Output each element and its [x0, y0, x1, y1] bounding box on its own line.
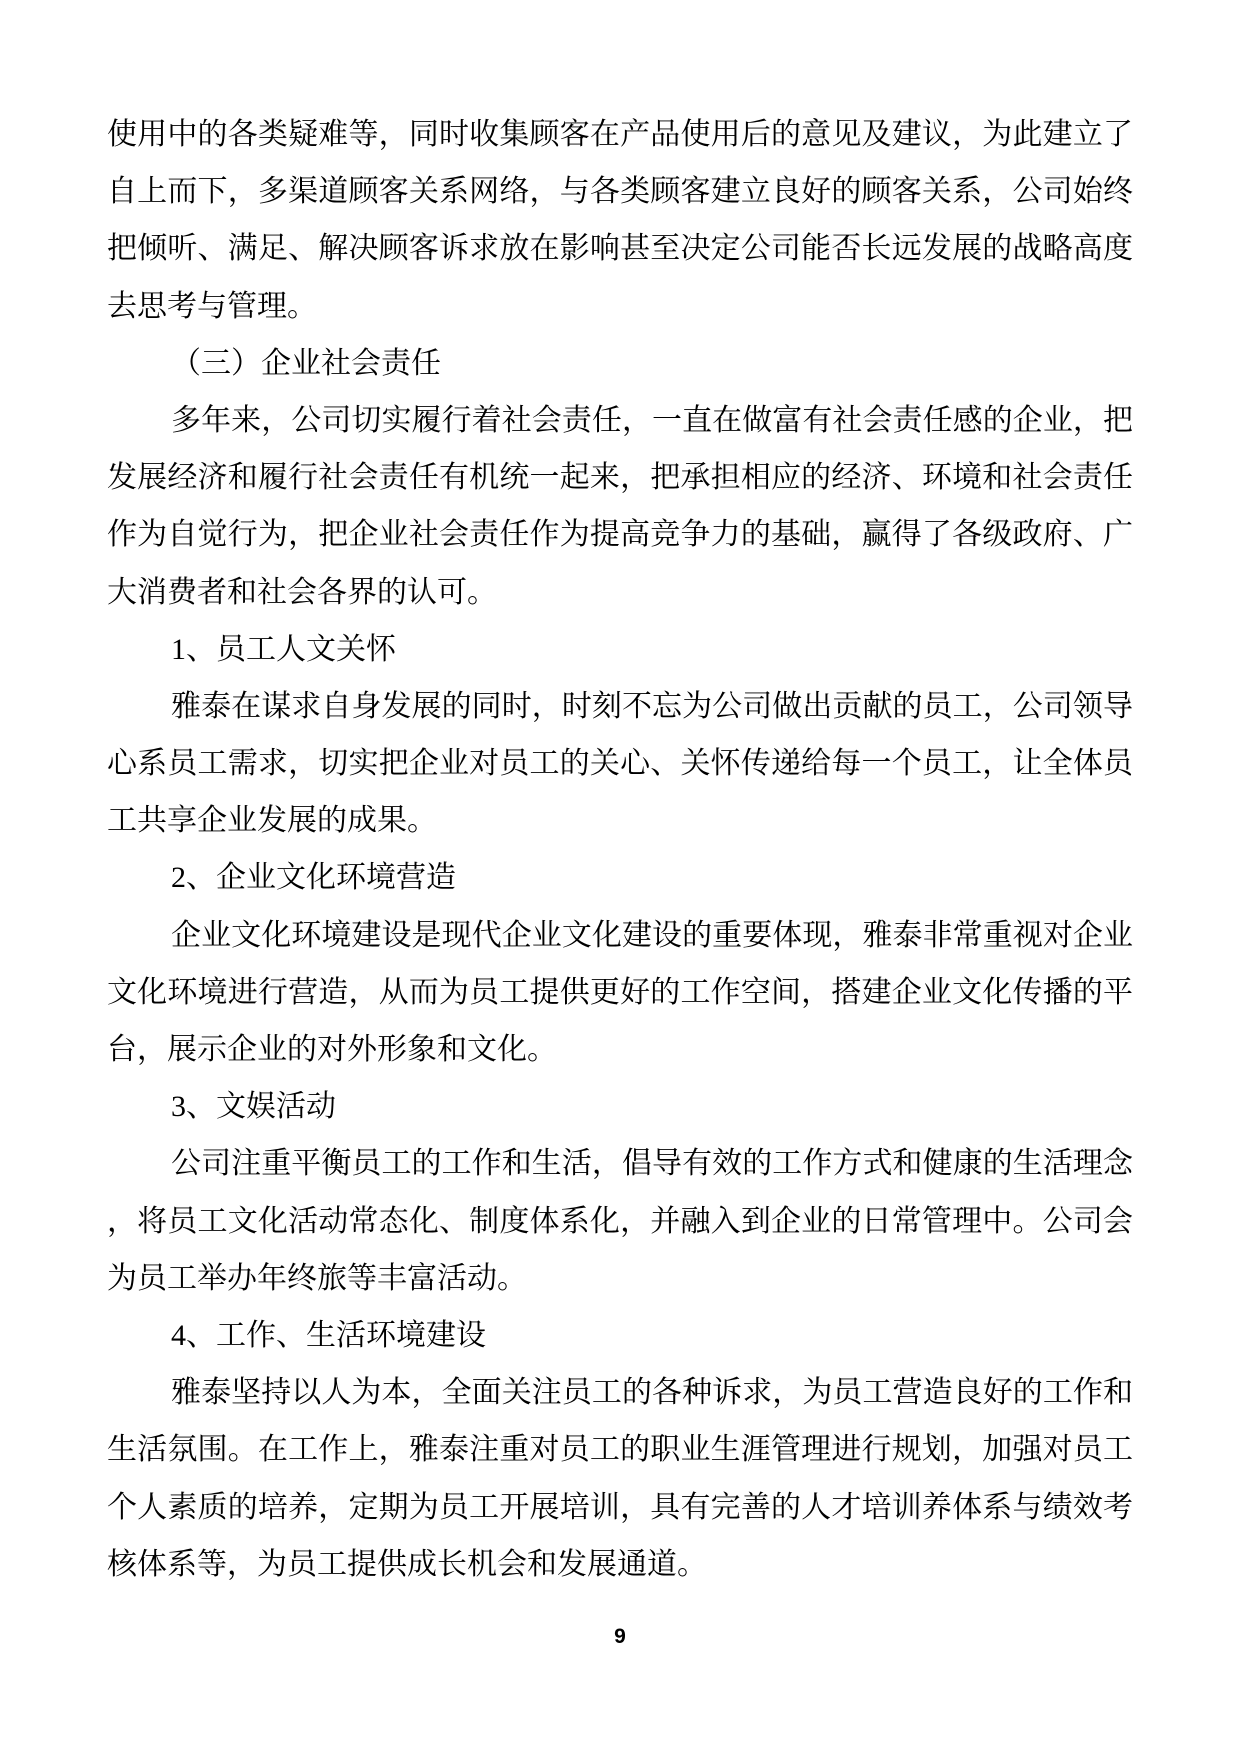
subsection-heading-line: 2、企业文化环境营造: [171, 861, 456, 895]
paragraph-line: 核体系等，为员工提供成长机会和发展通道。: [107, 1547, 707, 1581]
paragraph-line: ，将员工文化活动常态化、制度体系化，并融入到企业的日常管理中。公司会: [107, 1204, 1133, 1238]
paragraph-line: 多年来，公司切实履行着社会责任，一直在做富有社会责任感的企业，把: [171, 403, 1133, 437]
document-body: [107, 106, 1133, 1593]
paragraph-line: 雅泰坚持以人为本，全面关注员工的各种诉求，为员工营造良好的工作和: [171, 1376, 1133, 1410]
paragraph-line: 使用中的各类疑难等，同时收集顾客在产品使用后的意见及建议，为此建立了: [107, 118, 1133, 151]
paragraph-line: 去思考与管理。: [107, 289, 317, 323]
paragraph-line: 台，展示企业的对外形象和文化。: [107, 1033, 557, 1066]
paragraph-line: 心系员工需求，切实把企业对员工的关心、关怀传递给每一个员工，让全体员: [107, 747, 1133, 781]
paragraph-line: 个人素质的培养，定期为员工开展培训，具有完善的人才培训养体系与绩效考: [107, 1490, 1133, 1524]
paragraph-line: 发展经济和履行社会责任有机统一起来，把承担相应的经济、环境和社会责任: [107, 461, 1133, 495]
paragraph-line: 生活氛围。在工作上，雅泰注重对员工的职业生涯管理进行规划，加强对员工: [107, 1433, 1133, 1467]
subsection-heading-line: 1、员工人文关怀: [171, 632, 396, 666]
subsection-heading-line: 4、工作、生活环境建设: [171, 1318, 486, 1352]
paragraph-line: 公司注重平衡员工的工作和生活，倡导有效的工作方式和健康的生活理念: [171, 1147, 1133, 1181]
paragraph-line: 自上而下，多渠道顾客关系网络，与各类顾客建立良好的顾客关系，公司始终: [107, 175, 1133, 209]
paragraph-line: 大消费者和社会各界的认可。: [107, 575, 497, 609]
paragraph-line: 把倾听、满足、解决顾客诉求放在影响甚至决定公司能否长远发展的战略高度: [107, 232, 1133, 266]
paragraph-line: 企业文化环境建设是现代企业文化建设的重要体现，雅泰非常重视对企业: [171, 918, 1133, 952]
paragraph-line: 雅泰在谋求自身发展的同时，时刻不忘为公司做出贡献的员工，公司领导: [171, 689, 1133, 723]
paragraph-line: 为员工举办年终旅等丰富活动。: [107, 1261, 527, 1295]
page-number: 9: [614, 1625, 626, 1648]
paragraph-line: 工共享企业发展的成果。: [107, 804, 437, 838]
subsection-heading-line: 3、文娱活动: [171, 1090, 336, 1124]
paragraph-line: 文化环境进行营造，从而为员工提供更好的工作空间，搭建企业文化传播的平: [107, 975, 1133, 1009]
paragraph-line: 作为自觉行为，把企业社会责任作为提高竞争力的基础，赢得了各级政府、广: [107, 518, 1133, 552]
section-heading-line: （三）企业社会责任: [171, 346, 441, 380]
